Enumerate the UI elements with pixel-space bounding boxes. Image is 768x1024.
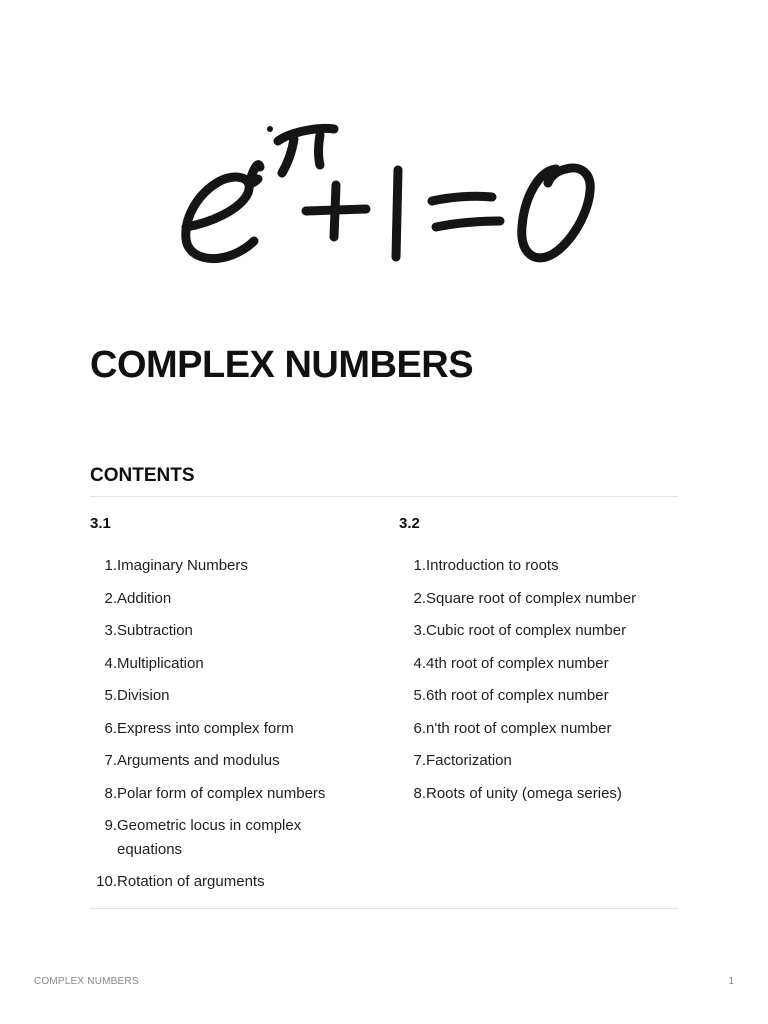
item-number: 4. [104,654,117,672]
item-number: 3. [104,622,117,639]
item-number: 1. [413,557,426,574]
item-text: Multiplication [117,654,204,672]
section-heading: 3.1 [90,515,111,532]
item-number: 7. [413,752,426,769]
list-item [399,782,679,806]
euler-identity-illustration [170,115,610,275]
item-number: 8. [104,784,117,802]
list-item [90,814,370,861]
divider-top [90,496,678,497]
list-item [90,782,370,806]
list-item [399,554,679,578]
item-number: 4. [413,654,426,672]
list-item [90,587,370,611]
item-text: Rotation of arguments [117,873,265,890]
item-number: 2. [413,589,426,607]
item-number: 7. [104,752,117,769]
contents-heading: CONTENTS [90,465,195,486]
page-number: 1 [728,976,734,987]
item-text: Square root of complex number [426,589,637,607]
item-text: Imaginary Numbers [117,557,248,574]
list-item [399,684,679,708]
item-text: Arguments and modulus [117,752,280,769]
list-item [399,587,679,611]
item-text: n'th root of complex number [426,719,612,737]
list-item [90,554,370,578]
contents-section-3-1 [90,514,370,903]
item-number: 9. [104,817,117,834]
item-text: Roots of unity (omega series) [426,784,622,802]
section-list [399,554,679,805]
list-item [90,717,370,741]
list-item [399,652,679,676]
item-text: 6th root of complex number [426,687,609,704]
item-text: Division [117,687,170,704]
item-text: Factorization [426,752,512,769]
list-item [90,749,370,773]
item-number: 8. [413,784,426,802]
section-heading: 3.2 [399,515,420,532]
item-text: Cubic root of complex number [426,622,627,639]
list-item [399,749,679,773]
list-item [90,652,370,676]
item-number: 5. [104,687,117,704]
item-number: 5. [413,687,426,704]
item-number: 2. [104,589,117,607]
item-text: Polar form of complex numbers [117,784,326,802]
item-text: Introduction to roots [426,557,559,574]
footer-title: COMPLEX NUMBERS [34,976,139,987]
item-number: 1. [104,557,117,574]
item-number: 6. [104,719,117,737]
list-item [90,684,370,708]
item-text: Subtraction [117,622,193,639]
list-item [90,619,370,643]
list-item [399,619,679,643]
contents-section-3-2 [399,514,679,814]
item-text: Express into complex form [117,719,294,737]
item-number: 10. [96,873,117,890]
divider-bottom [90,908,678,909]
item-number: 3. [413,622,426,639]
item-number: 6. [413,719,426,737]
item-text: Geometric locus in complex equations [117,817,302,858]
euler-identity-handwriting [170,115,610,275]
list-item [90,870,370,894]
page-title: COMPLEX NUMBERS [90,344,474,386]
section-list [90,554,370,894]
item-text: 4th root of complex number [426,654,609,672]
item-text: Addition [117,589,172,607]
list-item [399,717,679,741]
